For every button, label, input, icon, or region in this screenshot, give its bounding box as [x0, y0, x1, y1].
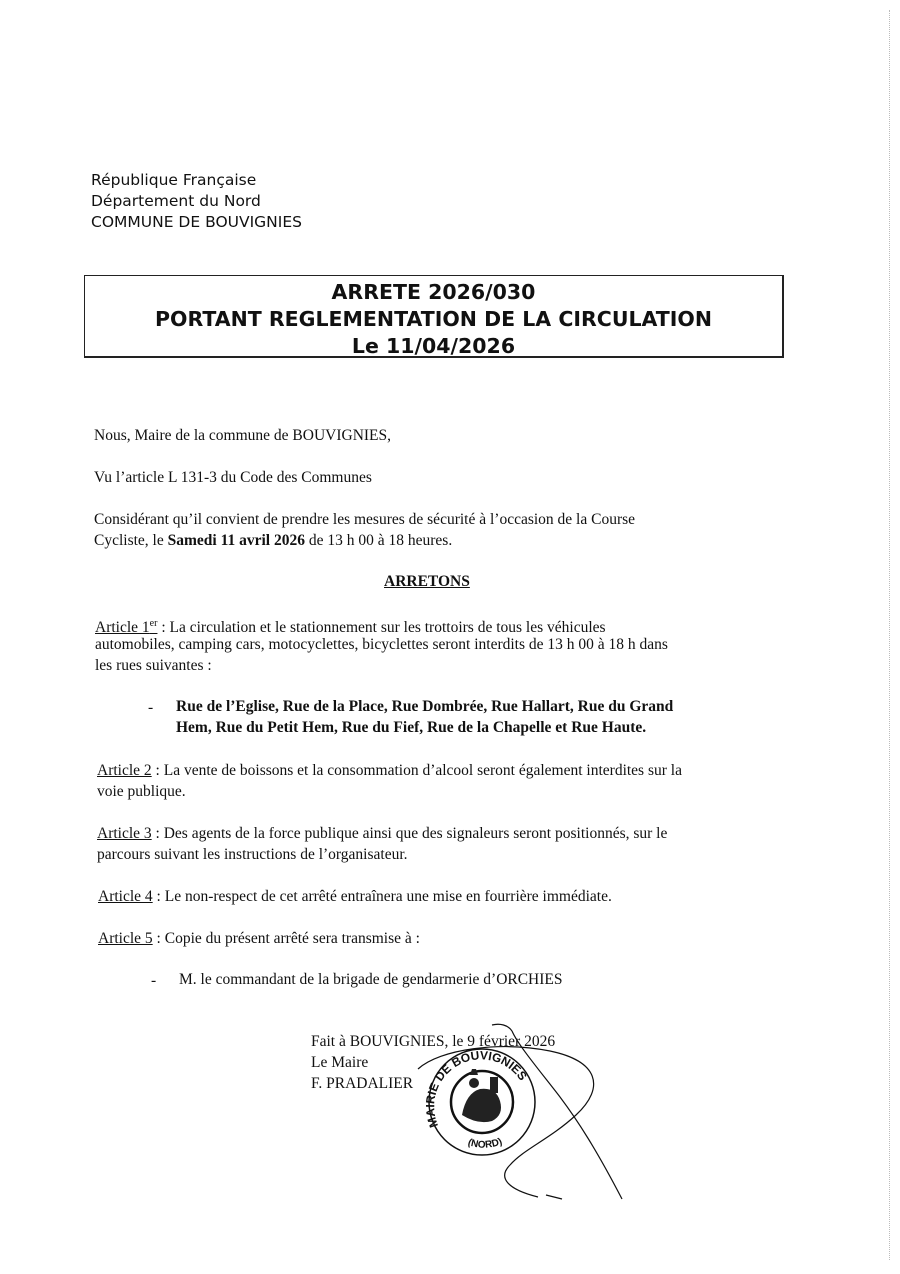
article1-label-text: Article 1 [95, 619, 150, 637]
svg-text:(NORD) [466, 1136, 503, 1151]
considerant-text-c: de 13 h 00 à 18 heures. [304, 532, 453, 549]
article5-line1 [98, 928, 420, 949]
decree-number: ARRETE 2026/030 [331, 280, 536, 304]
article1-line3: les rues suivantes : [95, 657, 212, 674]
article1-line2: automobiles, camping cars, motocyclettes, bicyclettes seront interdits de 13 h 00 à 18 h dans [95, 636, 668, 653]
streets-line1: Rue de l’Eglise, Rue de la Place, Rue Dombrée, Rue Hallart, Rue du Grand [176, 698, 674, 715]
article1-text1: : La circulation et le stationnement sur les trottoirs de tous les véhicules [157, 619, 606, 637]
signature-name: F. PRADALIER [311, 1075, 414, 1092]
article5-label: Article 5 [98, 930, 153, 947]
event-date: Samedi 11 avril 2026 [167, 532, 305, 549]
article4-line1 [98, 886, 612, 907]
signature-place-date: Fait à BOUVIGNIES, le 9 février 2026 [311, 1033, 556, 1050]
stamp-text-bottom: (NORD) [466, 1136, 504, 1151]
article3-line2: parcours suivant les instructions de l’organisateur. [97, 846, 408, 863]
article4-label: Article 4 [98, 888, 153, 905]
arretons-text: ARRETONS [384, 573, 470, 590]
recipient-line: M. le commandant de la brigade de gendarmerie d’ORCHIES [179, 971, 563, 988]
article2-line1 [97, 760, 682, 781]
decree-title-box [84, 275, 784, 358]
streets-line2: Hem, Rue du Petit Hem, Rue du Fief, Rue de la Chapelle et Rue Haute. [176, 719, 647, 736]
considerant-text-a: Cycliste, le [94, 532, 168, 549]
decree-date: Le 11/04/2026 [351, 334, 516, 358]
intro-vu: Vu l’article L 131-3 du Code des Communes [94, 469, 372, 486]
article2-text1: : La vente de boissons et la consommation d’alcool seront également interdites sur la [151, 762, 682, 779]
mairie-stamp [423, 1048, 535, 1155]
stamp-emblem [462, 1069, 501, 1122]
article2-line2: voie publique. [97, 783, 186, 800]
handwritten-signature [418, 1024, 622, 1199]
decree-subject: PORTANT REGLEMENTATION DE LA CIRCULATION [155, 307, 712, 331]
issuer-header [91, 170, 302, 233]
intro-nous: Nous, Maire de la commune de BOUVIGNIES, [94, 427, 392, 444]
header-republic: République Française [91, 171, 257, 189]
article3-text1: : Des agents de la force publique ainsi que des signaleurs seront positionnés, sur le [151, 825, 668, 842]
streets-bullet: - [148, 699, 154, 716]
article4-text1: : Le non-respect de cet arrêté entraînera une mise en fourrière immédiate. [152, 888, 612, 905]
arretons-heading [384, 571, 470, 592]
article1-label-sup: er [149, 618, 158, 629]
intro-considerant-line1: Considérant qu’il convient de prendre les mesures de sécurité à l’occasion de la Course [94, 511, 636, 528]
article3-line1 [97, 823, 667, 844]
intro-considerant-line2 [94, 530, 452, 551]
article3-label: Article 3 [97, 825, 152, 842]
header-commune: COMMUNE DE BOUVIGNIES [91, 213, 302, 231]
signature-role: Le Maire [311, 1054, 369, 1071]
mairie-stamp-and-signature [400, 1015, 650, 1215]
scan-margin-marks [889, 10, 892, 1260]
recipient-bullet: - [151, 972, 157, 989]
article2-label: Article 2 [97, 762, 152, 779]
stamp-text-top: MAIRIE DE BOUVIGNIES [423, 1048, 530, 1130]
article5-text1: : Copie du présent arrêté sera transmise à : [152, 930, 420, 947]
header-department: Département du Nord [91, 192, 261, 210]
